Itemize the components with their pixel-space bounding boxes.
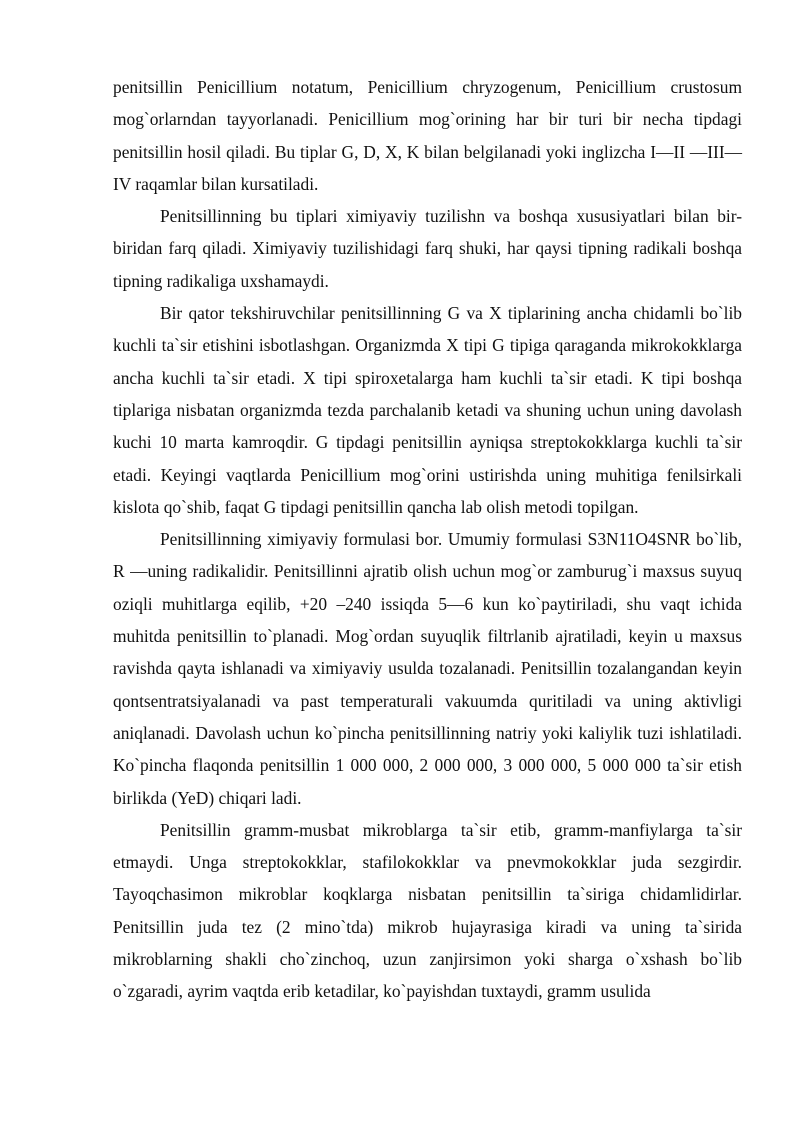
paragraph-3: Bir qator tekshiruvchilar penitsillinning G va X tiplarining ancha chidamli bo`lib kuchli ta`sir etishini isbotlashgan. Organizmda X tipi G tipiga qaraganda mikrokokklarga ancha kuchli ta`sir etadi. X tipi spiroxetalarga ham kuchli ta`sir etadi. K tipi boshqa tiplariga nisbatan organizmda tezda parchalanib ketadi va shuning uchun uning davolash kuchi 10 marta kamroqdir. G tipdagi penitsillin ayniqsa streptokokklarga kuchli ta`sir etadi. Keyingi vaqtlarda Penicillium mog`orini ustirishda uning muhitiga fenilsirkali kislota qo`shib, faqat G tipdagi penitsillin qancha lab olish metodi topilgan. [113,303,742,517]
document-page [113,71,742,1008]
paragraph-1: penitsillin Penicillium notatum, Penicillium chryzogenum, Penicillium crustosum mog`orlarndan tayyorlanadi. Penicillium mog`orining har bir turi bir necha tipdagi penitsillin hosil qiladi. Bu tiplar G, D, X, K bilan belgilanadi yoki inglizcha I—II —III—IV raqamlar bilan kursatiladi. [113,77,742,194]
paragraph-2: Penitsillinning bu tiplari ximiyaviy tuzilishn va boshqa xususiyatlari bilan bir-biridan farq qiladi. Ximiyaviy tuzilishidagi farq shuki, har qaysi tipning radikali boshqa tipning radikaliga uxshamaydi. [113,206,742,291]
paragraph-5: Penitsillin gramm-musbat mikroblarga ta`sir etib, gramm-manfiylarga ta`sir etmaydi. Unga streptokokklar, stafilokokklar va pnevmokokklar juda sezgirdir. Tayoqchasimon mikroblar koqklarga nisbatan penitsillin ta`siriga chidamlidirlar. Penitsillin juda tez (2 mino`tda) mikrob hujayrasiga kiradi va uning ta`sirida mikroblarning shakli cho`zinchoq, uzun zanjirsimon yoki sharga o`xshash bo`lib o`zgaradi, ayrim vaqtda erib ketadilar, ko`payishdan tuxtaydi, gramm usulida [113,819,742,1002]
paragraph-4: Penitsillinning ximiyaviy formulasi bor. Umumiy formulasi S3N11O4SNR bo`lib, R —uning radikalidir. Penitsillinni ajratib olish uchun mog`or zamburug`i maxsus suyuq oziqli muhitlarga eqilib, +20 –240 issiqda 5—6 kun ko`paytiriladi, shu vaqt ichida muhitda penitsillin to`planadi. Mog`ordan suyuqlik filtrlanib ajratiladi, keyin u maxsus ravishda qayta ishlanadi va ximiyaviy usulda tozalanadi. Penitsillin tozalangandan keyin qontsentratsiyalanadi va past temperaturali vakuumda quritiladi va uning aktivligi aniqlanadi. Davolash uchun ko`pincha penitsillinning natriy yoki kaliylik tuzi ishlatiladi. Ko`pincha flaqonda penitsillin 1 000 000, 2 000 000, 3 000 000, 5 000 000 ta`sir etish birlikda (YeD) chiqari ladi. [113,529,742,808]
